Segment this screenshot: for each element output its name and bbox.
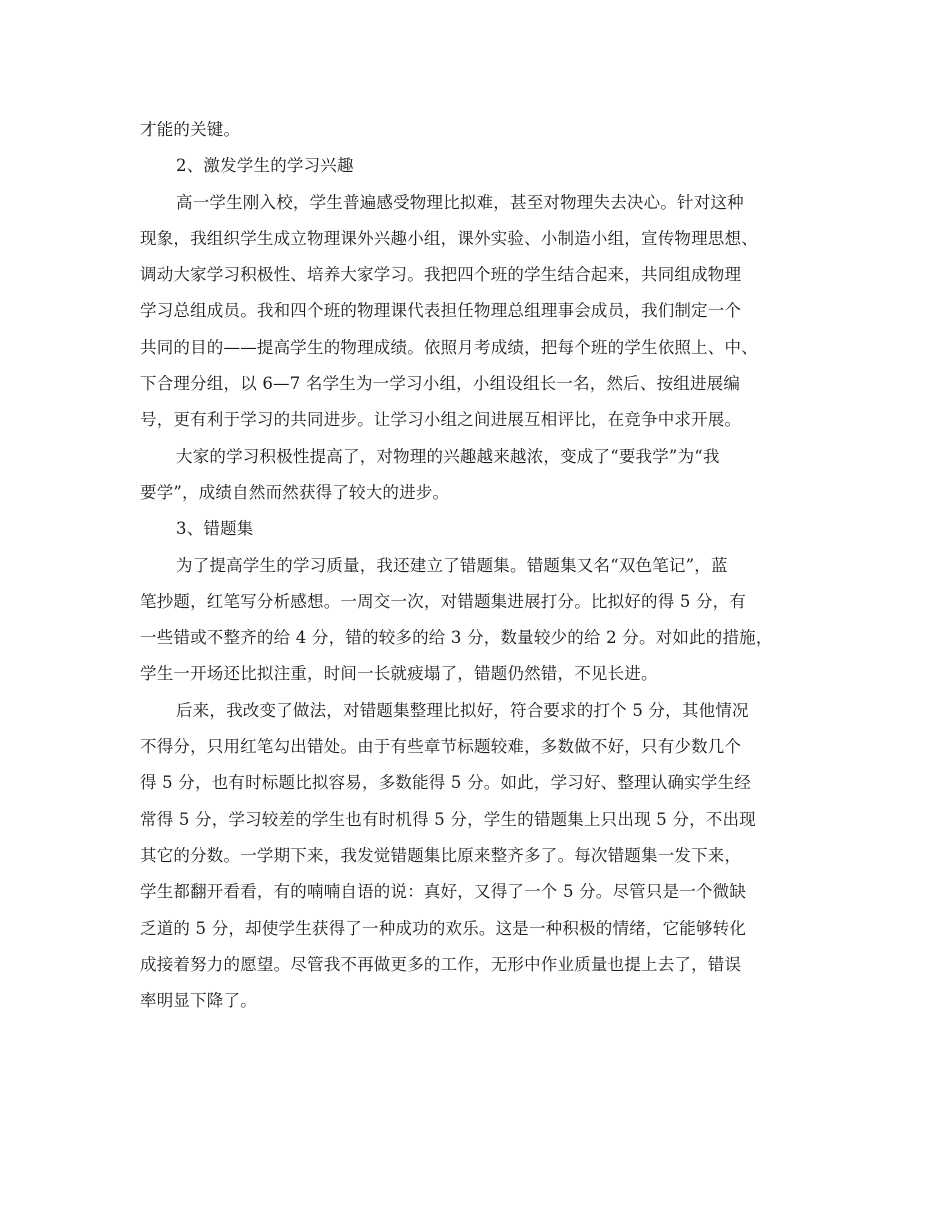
- text-line: 要学”，成绩自然而然获得了较大的进步。: [140, 482, 450, 502]
- section-heading: 3、错题集: [176, 519, 254, 539]
- section-heading: 2、激发学生的学习兴趣: [176, 156, 354, 176]
- text-line: 才能的关键。: [140, 120, 241, 139]
- text-line: 调动大家学习积极性、培养大家学习。我把四个班的学生结合起来，共同组成物理: [140, 265, 742, 285]
- text-line: 笔抄题，红笔写分析感想。一周交一次，对错题集进展打分。比拟好的得 5 分，有: [140, 591, 747, 611]
- text-line: 成接着努力的愿望。尽管我不再做更多的工作，无形中作业质量也提上去了，错误: [140, 954, 742, 974]
- text-line: 高一学生刚入校，学生普遍感受物理比拟难，甚至对物理失去决心。针对这种: [176, 192, 744, 212]
- text-line: 后来，我改变了做法，对错题集整理比拟好，符合要求的打个 5 分，其他情况: [176, 700, 749, 720]
- text-line: 现象，我组织学生成立物理课外兴趣小组，课外实验、小制造小组，宣传物理思想、: [140, 228, 758, 248]
- text-line: 为了提高学生的学习质量，我还建立了错题集。错题集又名“双色笔记”，蓝: [176, 555, 728, 575]
- text-line: 学生都翻开看看，有的喃喃自语的说：真好，又得了一个 5 分。尽管只是一个微缺: [140, 882, 747, 902]
- text-line: 号，更有利于学习的共同进步。让学习小组之间进展互相评比，在竞争中求开展。: [140, 410, 742, 430]
- text-line: 乏道的 5 分，却使学生获得了一种成功的欢乐。这是一种积极的情绪，它能够转化: [140, 918, 747, 938]
- text-line: 率明显下降了。: [140, 991, 257, 1011]
- text-line: 一些错或不整齐的给 4 分，错的较多的给 3 分，数量较少的给 2 分。对如此的措施，: [140, 628, 773, 648]
- text-line: 其它的分数。一学期下来，我发觉错题集比原来整齐多了。每次错题集一发下来，: [140, 845, 742, 865]
- text-line: 常得 5 分，学习较差的学生也有时机得 5 分，学生的错题集上只出现 5 分，不出现: [140, 809, 756, 829]
- text-line: 学生一开场还比拟注重，时间一长就疲塌了，错题仍然错，不见长进。: [140, 664, 658, 684]
- text-line: 下合理分组，以 6—7 名学生为一学习小组，小组设组长一名，然后、按组进展编: [140, 374, 741, 394]
- text-line: 学习总组成员。我和四个班的物理课代表担任物理总组理事会成员，我们制定一个: [140, 301, 742, 321]
- text-line: 共同的目的——提高学生的物理成绩。依照月考成绩，把每个班的学生依照上、中、: [140, 337, 758, 357]
- text-line: 大家的学习积极性提高了，对物理的兴趣越来越浓，变成了“要我学”为“我: [176, 446, 720, 466]
- document-body: [140, 112, 820, 1019]
- text-line: 不得分，只用红笔勾出错处。由于有些章节标题较难，多数做不好，只有少数几个: [140, 737, 742, 757]
- text-line: 得 5 分，也有时标题比拟容易，多数能得 5 分。如此，学习好、整理认确实学生经: [140, 773, 751, 793]
